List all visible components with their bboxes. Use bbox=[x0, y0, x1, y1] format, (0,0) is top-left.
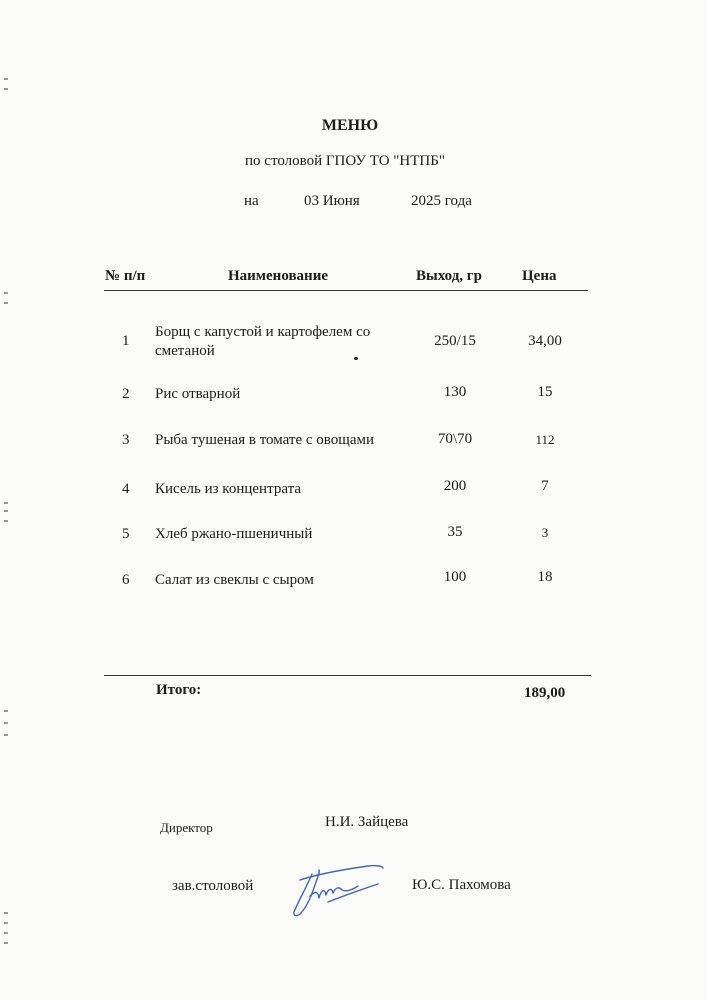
row-3-yield: 70\70 bbox=[437, 431, 473, 447]
row-6-name: Салат из свеклы с сыром bbox=[155, 572, 314, 588]
row-4-price: 7 bbox=[541, 478, 549, 494]
row-1-price: 34,00 bbox=[528, 333, 562, 349]
row-5-name: Хлеб ржано-пшеничный bbox=[155, 526, 313, 542]
total-value: 189,00 bbox=[524, 685, 566, 701]
row-3-num: 3 bbox=[122, 432, 130, 448]
total-label: Итого: bbox=[156, 682, 202, 698]
column-header-name: Наименование bbox=[228, 268, 328, 284]
director-role: Директор bbox=[160, 820, 213, 835]
director-name: Н.И. Зайцева bbox=[325, 814, 409, 830]
column-header-price: Цена bbox=[522, 268, 557, 284]
total-divider bbox=[104, 675, 591, 676]
row-3-name: Рыба тушеная в томате с овощами bbox=[155, 432, 375, 448]
date-year: 2025 года bbox=[411, 193, 472, 209]
row-2-name: Рис отварной bbox=[155, 386, 241, 402]
row-5-num: 5 bbox=[122, 526, 130, 542]
row-6-yield: 100 bbox=[443, 569, 467, 585]
date-day-month: 03 Июня bbox=[304, 193, 360, 209]
menu-subtitle: по столовой ГПОУ ТО "НТПБ" bbox=[245, 153, 445, 169]
row-3-price: 112 bbox=[535, 432, 555, 447]
row-4-yield: 200 bbox=[443, 478, 467, 494]
row-4-num: 4 bbox=[122, 481, 130, 497]
canteen-manager-name: Ю.С. Пахомова bbox=[412, 877, 511, 893]
scan-edge-marks bbox=[4, 70, 10, 970]
row-5-price: 3 bbox=[541, 525, 549, 540]
handwritten-signature bbox=[288, 862, 388, 920]
menu-title: МЕНЮ bbox=[321, 117, 379, 134]
row-2-price: 15 bbox=[537, 384, 553, 400]
row-1-yield: 250/15 bbox=[434, 333, 476, 349]
row-4-name: Кисель из концентрата bbox=[155, 481, 301, 497]
row-1-name: Борщ с капустой и картофелем со сметаной bbox=[155, 324, 371, 359]
row-2-num: 2 bbox=[122, 386, 130, 402]
ink-speck bbox=[354, 357, 358, 360]
row-6-price: 18 bbox=[537, 569, 553, 585]
header-divider bbox=[104, 290, 588, 291]
column-header-num: № п/п bbox=[105, 268, 146, 284]
row-6-num: 6 bbox=[122, 572, 130, 588]
canteen-manager-role: зав.столовой bbox=[172, 878, 254, 894]
row-2-yield: 130 bbox=[443, 384, 467, 400]
date-prefix: на bbox=[244, 193, 259, 209]
row-1-num: 1 bbox=[122, 333, 130, 349]
column-header-yield: Выход, гр bbox=[416, 268, 482, 284]
row-5-yield: 35 bbox=[447, 524, 463, 540]
